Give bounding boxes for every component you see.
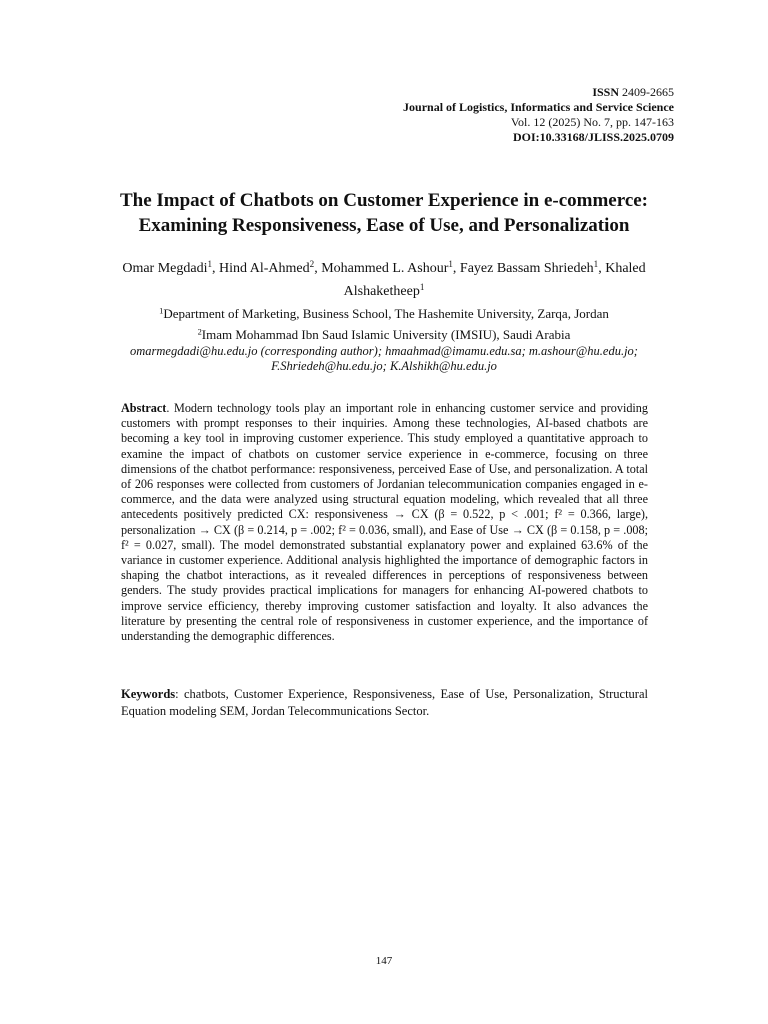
keywords-label: Keywords (121, 687, 176, 701)
author-affil: 1 (207, 259, 213, 269)
doi: DOI:10.33168/JLISS.2025.0709 (512, 130, 674, 144)
author-affil: 1 (593, 259, 599, 269)
author-list (60, 256, 708, 281)
author (460, 261, 605, 276)
title-line-2: Examining Responsiveness, Ease of Use, and Personalization (138, 215, 630, 236)
abstract-text: . Modern technology tools play an important role in enhancing customer service and providing customers with prompt responses to their inquiries. Among these technologies, AI-based chatbots are becoming a key tool in improving customer experience. This study employed a quantitative approach to examine the impact of chatbots on customer service experience in e-commerce, focusing on three dimensions of the chatbot performance: responsiveness, perceived Ease of Use, and personalization. A total of 206 responses were collected from customers of Jordanian telecommunication companies engaged in e-commerce, and the data were analyzed using structural equation modeling, which revealed that all three antecedents positively predicted CX: responsiveness → CX (β = 0.522, p < .001; f² = 0.366, large), personalization → CX (β = 0.214, p = .002; f² = 0.036, small), and Ease of Use → CX (β = 0.158, p = .008; f² = 0.027, small). The model demonstrated substantial explanatory power and explained 63.6% of the variance in customer experience. Additional analysis highlighted the importance of demographic factors in shaping the chatbot interactions, as it revealed differences in perceptions of responsiveness between genders. The study provides practical implications for managers for enhancing AI-powered chatbots to improve service efficiency, thereby improving customer satisfaction and loyalty. It also advances the literature by presenting the central role of responsiveness in customer experience, and the importance of understanding the demographic differences. (121, 401, 648, 644)
affiliation-text: Department of Marketing, Business School, The Hashemite University, Zarqa, Jordan (163, 306, 609, 321)
author-name: Omar Megdadi (122, 261, 208, 276)
author-affil: 2 (309, 259, 315, 269)
issn-line (403, 85, 674, 100)
author-affil: 1 (419, 282, 425, 292)
journal-name: Journal of Logistics, Informatics and Service Science (403, 100, 674, 114)
affiliation (60, 326, 708, 344)
page-number: 147 (375, 955, 393, 967)
author-name: Alshaketheep (343, 284, 420, 299)
author-sep: , (598, 261, 606, 276)
volume-info: Vol. 12 (2025) No. 7, pp. 147-163 (510, 115, 674, 129)
issn-label: ISSN (592, 85, 619, 99)
author-sep: , (212, 261, 220, 276)
author (219, 261, 321, 276)
author-list-continued (60, 282, 708, 302)
abstract-label: Abstract (121, 401, 167, 415)
title-line-1: The Impact of Chatbots on Customer Experience in e-commerce: (119, 190, 649, 211)
emails-line-2: F.Shriedeh@hu.edu.jo; K.Alshikh@hu.edu.jo (271, 359, 497, 373)
author-sep: , (452, 261, 460, 276)
journal-header (403, 85, 674, 145)
affiliation (60, 305, 708, 323)
emails-line-1: omarmegdadi@hu.edu.jo (corresponding author); hmaahmad@imamu.edu.sa; m.ashour@hu.edu.jo; (130, 344, 638, 358)
keywords-text: : chatbots, Customer Experience, Responsiveness, Ease of Use, Personalization, Structural Equation modeling SEM, Jordan Telecommunications Sector. (121, 687, 648, 718)
abstract (121, 401, 648, 644)
author-affil: 1 (448, 259, 453, 269)
author (605, 261, 645, 276)
affiliation-number: 1 (159, 305, 164, 316)
affiliation-number: 2 (197, 326, 202, 337)
keywords (121, 686, 648, 720)
author-sep: , (314, 261, 322, 276)
author-name: Mohammed L. Ashour (321, 261, 449, 276)
author-emails (60, 344, 708, 374)
author-name: Fayez Bassam Shriedeh (459, 261, 594, 276)
author-name: Hind Al-Ahmed (219, 261, 310, 276)
affiliation-text: Imam Mohammad Ibn Saud Islamic University (IMSIU), Saudi Arabia (201, 327, 571, 342)
issn-number: 2409-2665 (622, 85, 674, 99)
paper-title (60, 188, 708, 238)
author (122, 261, 219, 276)
author (321, 261, 460, 276)
author-name: Khaled (605, 261, 646, 276)
